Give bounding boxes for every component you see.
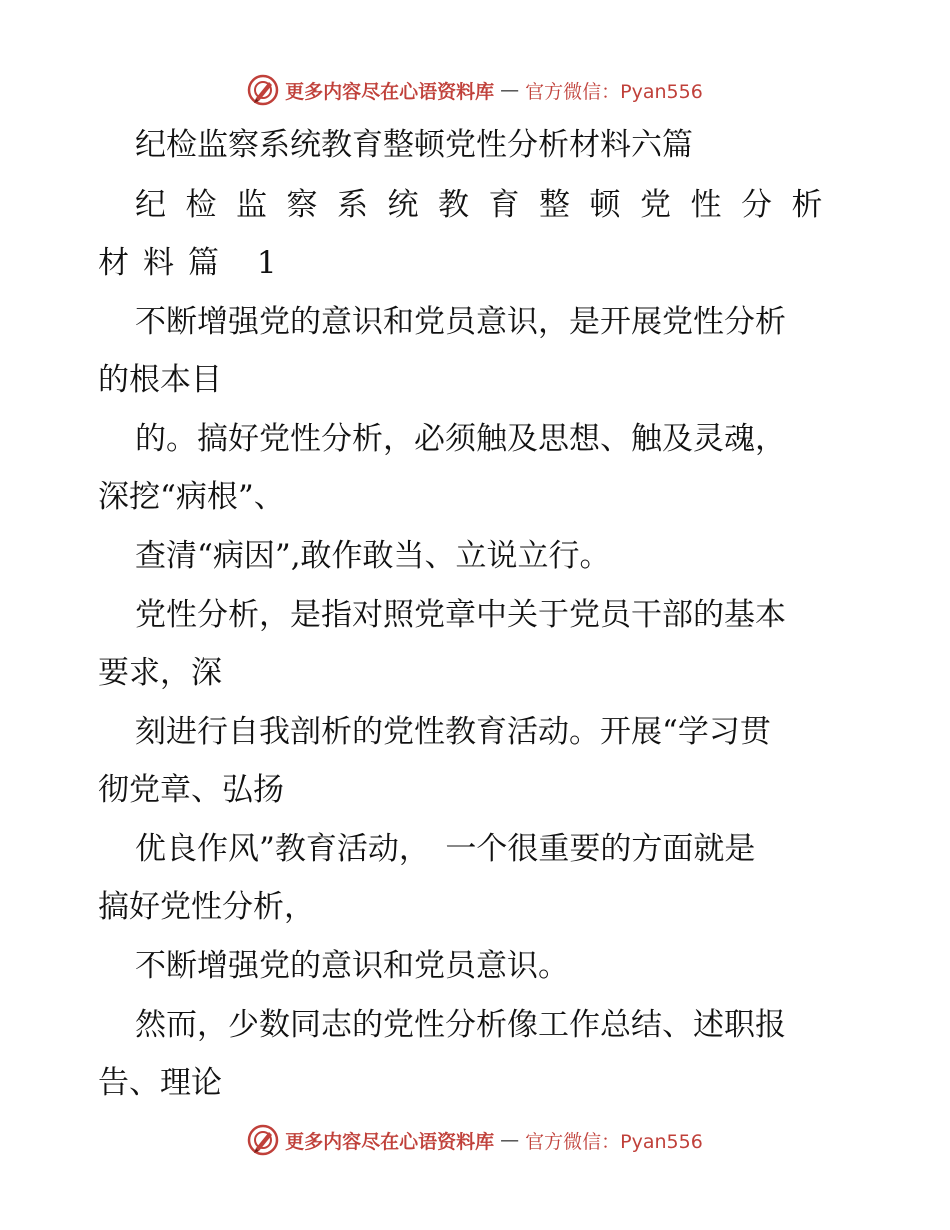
footer-banner (0, 1120, 950, 1160)
paragraph-line: 查清“病因”,敢作敢当、立说立行。 (135, 538, 611, 574)
pen-logo-icon (247, 74, 279, 106)
paragraph-line: 党性分析，是指对照党章中关于党员干部的基本 (135, 597, 786, 633)
paragraph-line: 深挖“病根”、 (98, 479, 285, 515)
header-banner (0, 70, 950, 110)
paragraph-line: 然而，少数同志的党性分析像工作总结、述职报 (135, 1007, 786, 1043)
banner-brand-text: 更多内容尽在心语资料库 (285, 1130, 495, 1153)
paragraph-line: 彻党章、弘扬 (98, 772, 284, 808)
paragraph-line: 告、理论 (98, 1065, 222, 1101)
paragraph-line: 要求，深 (98, 655, 222, 691)
section-heading-line2: 材料篇 1 (98, 245, 291, 281)
document-title: 纪检监察系统教育整顿党性分析材料六篇 (135, 127, 693, 163)
banner-separator: — (500, 1129, 520, 1151)
paragraph-line: 的。搞好党性分析，必须触及思想、触及灵魂， (135, 421, 786, 457)
banner-contact-text: 官方微信：Pyan556 (525, 1130, 703, 1153)
paragraph-line: 不断增强党的意识和党员意识，是开展党性分析 (135, 304, 786, 340)
section-heading-line1: 纪检监察系统教育整顿党性分析 (135, 187, 842, 223)
banner-contact-text: 官方微信：Pyan556 (525, 80, 703, 103)
paragraph-line: 的根本目 (98, 362, 222, 398)
paragraph-line: 刻进行自我剖析的党性教育活动。开展“学习贯 (135, 714, 771, 750)
paragraph-line: 不断增强党的意识和党员意识。 (135, 948, 569, 984)
paragraph-line: 搞好党性分析， (98, 889, 315, 925)
pen-logo-icon (247, 1124, 279, 1156)
banner-separator: — (500, 79, 520, 101)
banner-brand-text: 更多内容尽在心语资料库 (285, 80, 495, 103)
paragraph-line: 优良作风”教育活动， 一个很重要的方面就是 (135, 831, 756, 867)
